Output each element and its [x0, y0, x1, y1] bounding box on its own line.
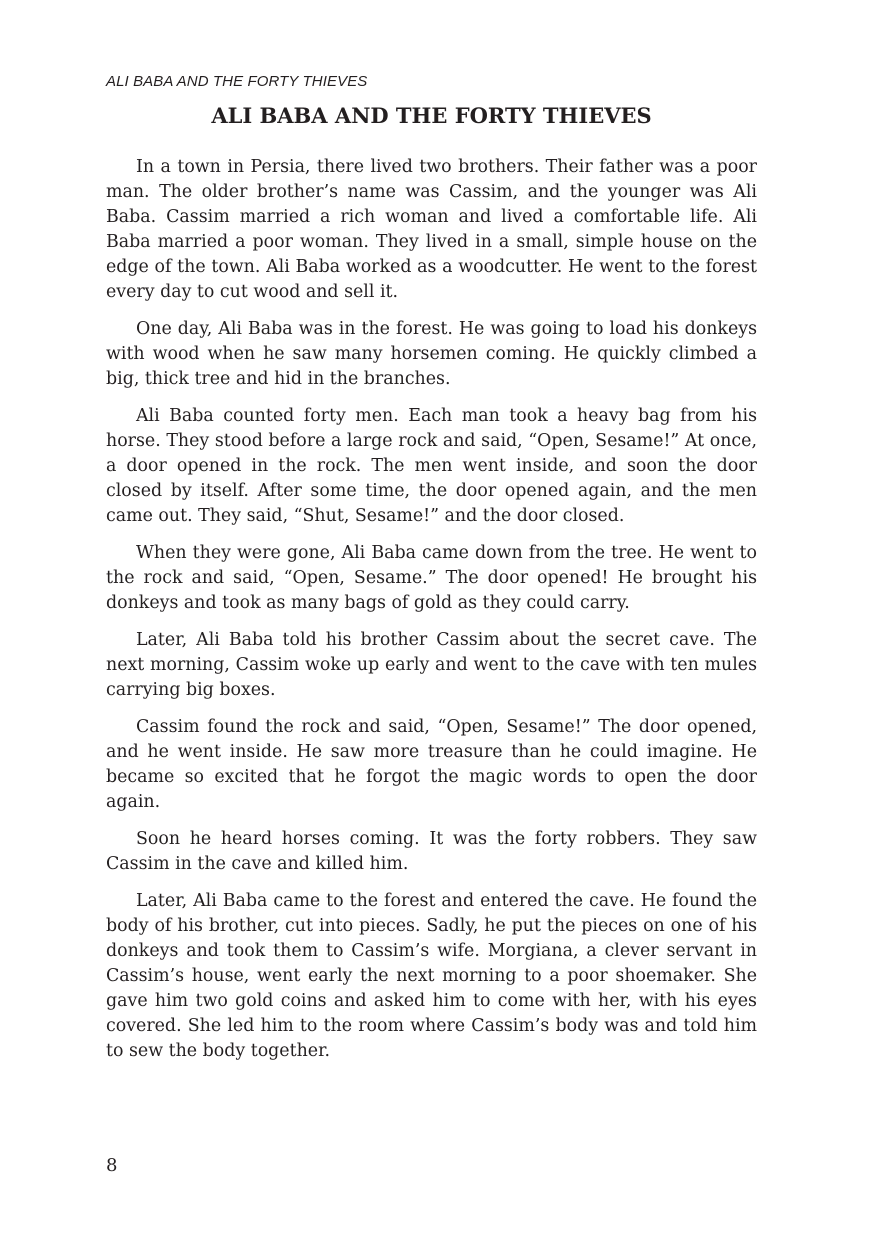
running-head: ALI BABA AND THE FORTY THIEVES: [106, 73, 368, 90]
paragraph: Ali Baba counted forty men. Each man took a heavy bag from his horse. They stood before a large rock and said, “Open, Sesame!” At once, a door opened in the rock. The men went inside, and soon the door closed by itself. After some time, the door opened again, and the men came out. They said, “Shut, Sesame!” and the door closed.: [106, 406, 757, 526]
paragraph: When they were gone, Ali Baba came down from the tree. He went to the rock and said, “Open, Sesame.” The door opened! He brought his donkeys and took as many bags of gold as they could carry.: [106, 543, 757, 613]
paragraph: In a town in Persia, there lived two brothers. Their father was a poor man. The older brother’s name was Cassim, and the younger was Ali Baba. Cassim married a rich woman and lived a comfortable life. Ali Baba married a poor woman. They lived in a small, simple house on the edge of the town. Ali Baba worked as a woodcutter. He went to the forest every day to cut wood and sell it.: [106, 157, 757, 302]
page-number: 8: [106, 1155, 118, 1176]
paragraph: Soon he heard horses coming. It was the forty robbers. They saw Cassim in the cave and killed him.: [106, 829, 757, 874]
paragraph: Later, Ali Baba told his brother Cassim about the secret cave. The next morning, Cassim woke up early and went to the cave with ten mules carrying big boxes.: [106, 630, 757, 700]
paragraph: Later, Ali Baba came to the forest and entered the cave. He found the body of his brother, cut into pieces. Sadly, he put the pieces on one of his donkeys and took them to Cassim’s wife. Morgiana, a clever servant in Cassim’s house, went early the next morning to a poor shoemaker. She gave him two gold coins and asked him to come with her, with his eyes covered. She led him to the room where Cassim’s body was and told him to sew the body together.: [106, 891, 757, 1061]
chapter-body: [106, 155, 757, 1076]
chapter-title: ALI BABA AND THE FORTY THIEVES: [211, 103, 652, 128]
paragraph: One day, Ali Baba was in the forest. He was going to load his donkeys with wood when he saw many horsemen coming. He quickly climbed a big, thick tree and hid in the branches.: [106, 319, 757, 389]
paragraph: Cassim found the rock and said, “Open, Sesame!” The door opened, and he went inside. He saw more treasure than he could imagine. He became so excited that he forgot the magic words to open the door again.: [106, 717, 757, 812]
